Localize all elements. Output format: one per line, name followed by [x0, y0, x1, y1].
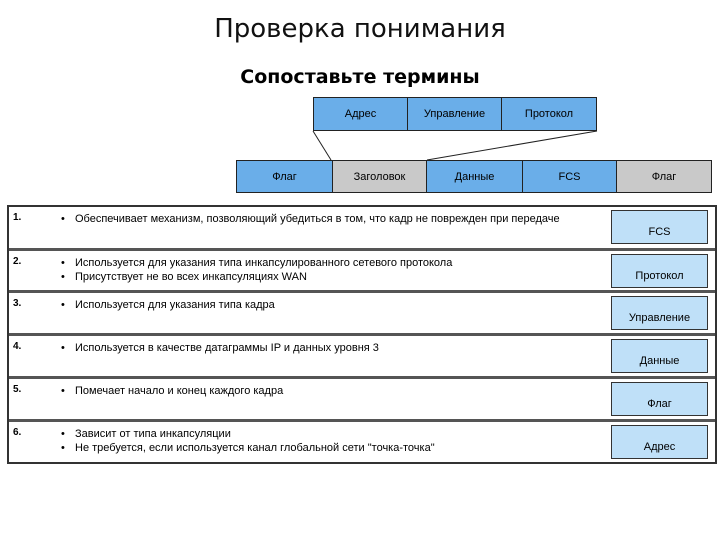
table-row — [9, 251, 715, 293]
row-number: 3. — [13, 298, 22, 309]
row-description: • Помечает начало и конец каждого кадра — [61, 385, 284, 397]
row-description: • Используется в качестве датаграммы IP и данных уровня 3 — [61, 342, 379, 354]
answer-box[interactable]: Протокол — [611, 254, 708, 288]
answer-box[interactable]: Адрес — [611, 425, 708, 459]
table-row — [9, 293, 715, 336]
field-control: Управление — [408, 98, 502, 130]
bullet-text: Не требуется, если используется канал глобальной сети "точка-точка" — [75, 442, 435, 454]
field-address: Адрес — [314, 98, 408, 130]
answer-box[interactable]: Флаг — [611, 382, 708, 416]
frame-top-fields — [313, 97, 597, 131]
bullet-text: Используется для указания типа кадра — [75, 299, 275, 311]
match-table — [7, 205, 717, 464]
row-description: • Используется для указания типа кадра — [61, 299, 275, 311]
field-fcs: FCS — [523, 161, 617, 192]
table-row — [9, 422, 715, 462]
page-subtitle: Сопоставьте термины — [240, 66, 480, 88]
answer-box[interactable]: FCS — [611, 210, 708, 244]
page-title: Проверка понимания — [214, 14, 506, 44]
field-flag-end: Флаг — [617, 161, 711, 192]
row-number: 5. — [13, 384, 22, 395]
row-number: 6. — [13, 427, 22, 438]
answer-box[interactable]: Управление — [611, 296, 708, 330]
row-description: • Обеспечивает механизм, позволяющий убедиться в том, что кадр не поврежден при передаче — [61, 213, 560, 225]
table-row — [9, 336, 715, 379]
row-number: 2. — [13, 256, 22, 267]
row-description: • Зависит от типа инкапсуляции • Не требуется, если используется канал глобальной сети "точка-точка" — [61, 428, 435, 454]
row-number: 4. — [13, 341, 22, 352]
field-data: Данные — [427, 161, 523, 192]
bullet-text: Используется для указания типа инкапсулированного сетевого протокола — [75, 257, 453, 269]
bullet-text: Обеспечивает механизм, позволяющий убедиться в том, что кадр не поврежден при передаче — [75, 213, 560, 225]
bullet-text: Используется в качестве датаграммы IP и данных уровня 3 — [75, 342, 379, 354]
bullet-text: Зависит от типа инкапсуляции — [75, 428, 231, 440]
table-row — [9, 207, 715, 251]
row-description: • Используется для указания типа инкапсулированного сетевого протокола • Присутствует не во всех инкапсуляциях WAN — [61, 257, 453, 283]
field-protocol: Протокол — [524, 108, 574, 120]
frame-main-fields — [236, 160, 712, 193]
table-row — [9, 379, 715, 422]
field-flag-start: Флаг — [237, 161, 333, 192]
bullet-text: Помечает начало и конец каждого кадра — [75, 385, 284, 397]
answer-box[interactable]: Данные — [611, 339, 708, 373]
bullet-text: Присутствует не во всех инкапсуляциях WAN — [75, 271, 307, 283]
row-number: 1. — [13, 212, 22, 223]
field-header: Заголовок — [333, 161, 427, 192]
